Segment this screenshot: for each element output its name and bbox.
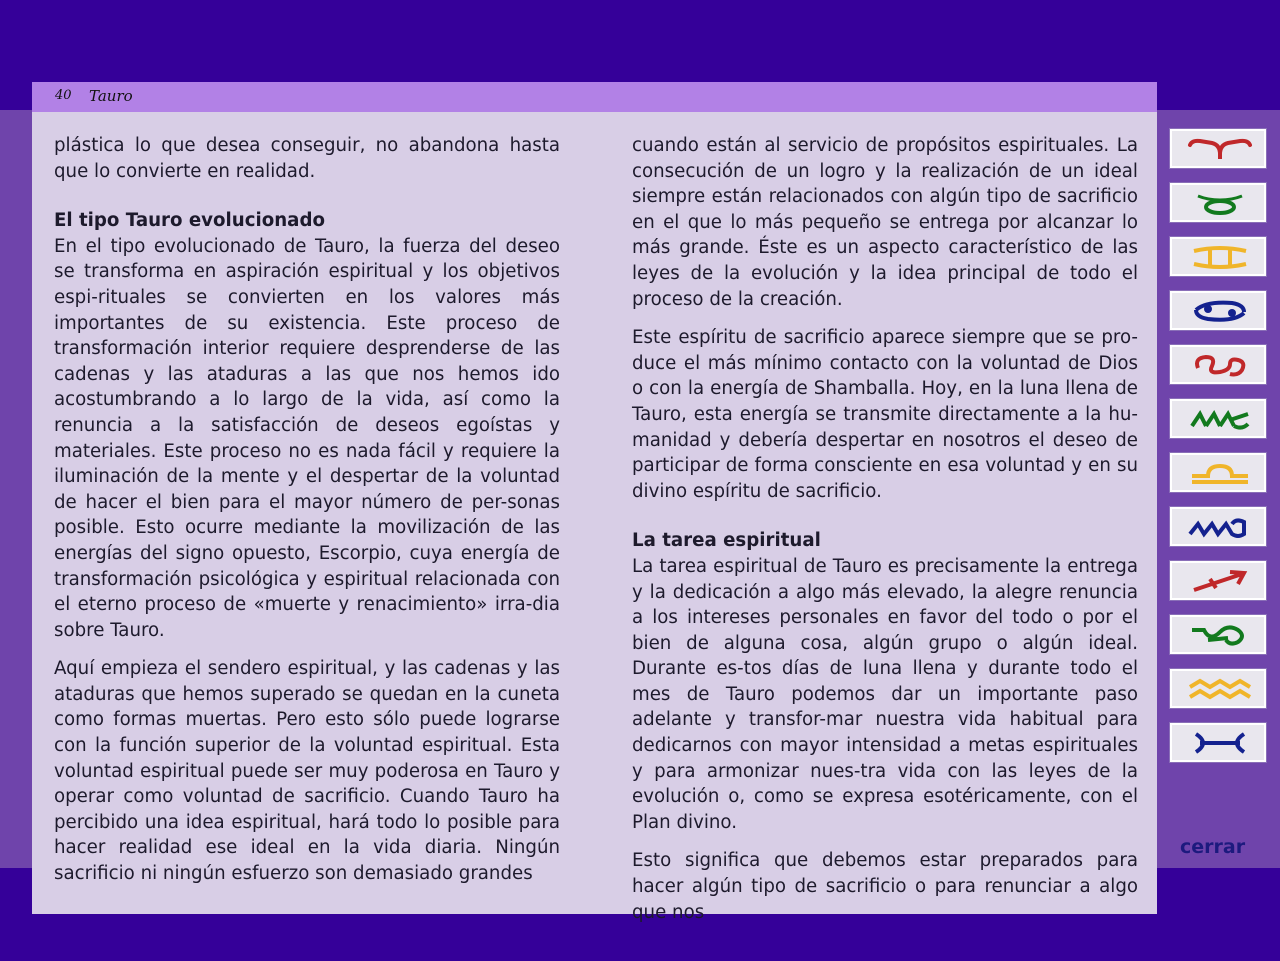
sign-button-aries[interactable] <box>1170 129 1266 168</box>
sign-button-cancer[interactable] <box>1170 291 1266 330</box>
aquarius-icon <box>1186 676 1254 702</box>
section-heading: El tipo Tauro evolucionado <box>54 210 325 232</box>
sign-button-aquarius[interactable] <box>1170 669 1266 708</box>
taurus-icon <box>1186 190 1254 216</box>
sign-button-sagittarius[interactable] <box>1170 561 1266 600</box>
paragraph: La tarea espiritual de Tauro es precisamente la entrega y la dedicación a algo más elevado, la alegre renuncia a los intereses personales en favor del todo o por el bien de alguna cosa, algún grupo o algún ideal. Durante es-tos días de luna llena y durante todo el mes de Tauro podemos dar un importante paso adelante y transfor-mar nuestra vida habitual para dedicarnos con mayor intensidad a metas espirituales y para armonizar nues-tra vida con las leyes de la evolución o, como se expresa esotéricamente, con el Plan divino. <box>632 555 1138 833</box>
sign-button-gemini[interactable] <box>1170 237 1266 276</box>
section-heading: La tarea espiritual <box>632 530 821 552</box>
virgo-icon <box>1186 406 1254 432</box>
page-header <box>32 82 1157 112</box>
paragraph: cuando están al servicio de propósitos espirituales. La consecución de un logro y la realización de un ideal siempre están relacionados con algún tipo de sacrificio en el que lo más pequeño se entrega por alcanzar lo más grande. Éste es un aspecto característico de las leyes de la evolución y la idea principal de todo el proceso de la creación. <box>632 135 1138 310</box>
page-number: 40 <box>55 88 72 103</box>
cancer-icon <box>1186 298 1254 324</box>
paragraph: Aquí empieza el sendero espiritual, y las cadenas y las ataduras que hemos superado se quedan en la cuneta como formas muertas. Pero esto sólo puede lograrse con la función superior de la voluntad espiritual. Esta voluntad espiritual puede ser muy poderosa en Tauro y operar como voluntad de sacrificio. Cuando Tauro ha percibido una idea espiritual, hará todo lo posible para hacer realidad ese ideal en la vida diaria. Ningún sacrificio ni ningún esfuerzo son demasiado grandes <box>54 658 560 885</box>
sign-button-capricorn[interactable] <box>1170 615 1266 654</box>
aries-icon <box>1186 136 1254 162</box>
close-button[interactable]: cerrar <box>1180 836 1246 858</box>
sign-button-scorpio[interactable] <box>1170 507 1266 546</box>
paragraph: En el tipo evolucionado de Tauro, la fuerza del deseo se transforma en aspiración espiritual y los objetivos espi-rituales se convierten en los valores más importantes de su existencia. Este proceso de transformación interior requiere desprenderse de las cadenas y las ataduras a las que nos hemos ido acostumbrando a lo largo de la vida, así como la renuncia a la satisfacción de deseos egoístas y materiales. Este proceso no es nada fácil y requiere la iluminación de la mente y el despertar de la voluntad de hacer el bien para el mayor número de per-sonas posible. Esto ocurre mediante la movilización de las energías del signo opuesto, Escorpio, cuya energía de transformación psicológica y espiritual relacionada con el eterno proceso de «muerte y renacimiento» irra-dia sobre Tauro. <box>54 235 560 641</box>
right-text-column <box>632 133 1138 925</box>
chapter-title: Tauro <box>89 87 133 105</box>
left-text-column <box>54 133 560 887</box>
libra-icon <box>1186 460 1254 486</box>
paragraph: Esto significa que debemos estar preparados para hacer algún tipo de sacrificio o para renunciar a algo que nos <box>632 850 1138 923</box>
leo-icon <box>1186 352 1254 378</box>
sign-button-libra[interactable] <box>1170 453 1266 492</box>
capricorn-icon <box>1186 622 1254 648</box>
pisces-icon <box>1186 730 1254 756</box>
sign-button-virgo[interactable] <box>1170 399 1266 438</box>
sign-button-taurus[interactable] <box>1170 183 1266 222</box>
gemini-icon <box>1186 244 1254 270</box>
paragraph: plástica lo que desea conseguir, no abandona hasta que lo convierte en realidad. <box>54 135 560 182</box>
sagittarius-icon <box>1186 568 1254 594</box>
sign-button-pisces[interactable] <box>1170 723 1266 762</box>
paragraph: Este espíritu de sacrificio aparece siempre que se pro-duce el más mínimo contacto con la voluntad de Dios o con la energía de Shamballa. Hoy, en la luna llena de Tauro, esta energía se transmite directamente a la hu-manidad y debería despertar en nosotros el deseo de participar de forma consciente en esa voluntad y en su divino espíritu de sacrificio. <box>632 327 1138 502</box>
scorpio-icon <box>1186 514 1254 540</box>
sign-button-leo[interactable] <box>1170 345 1266 384</box>
